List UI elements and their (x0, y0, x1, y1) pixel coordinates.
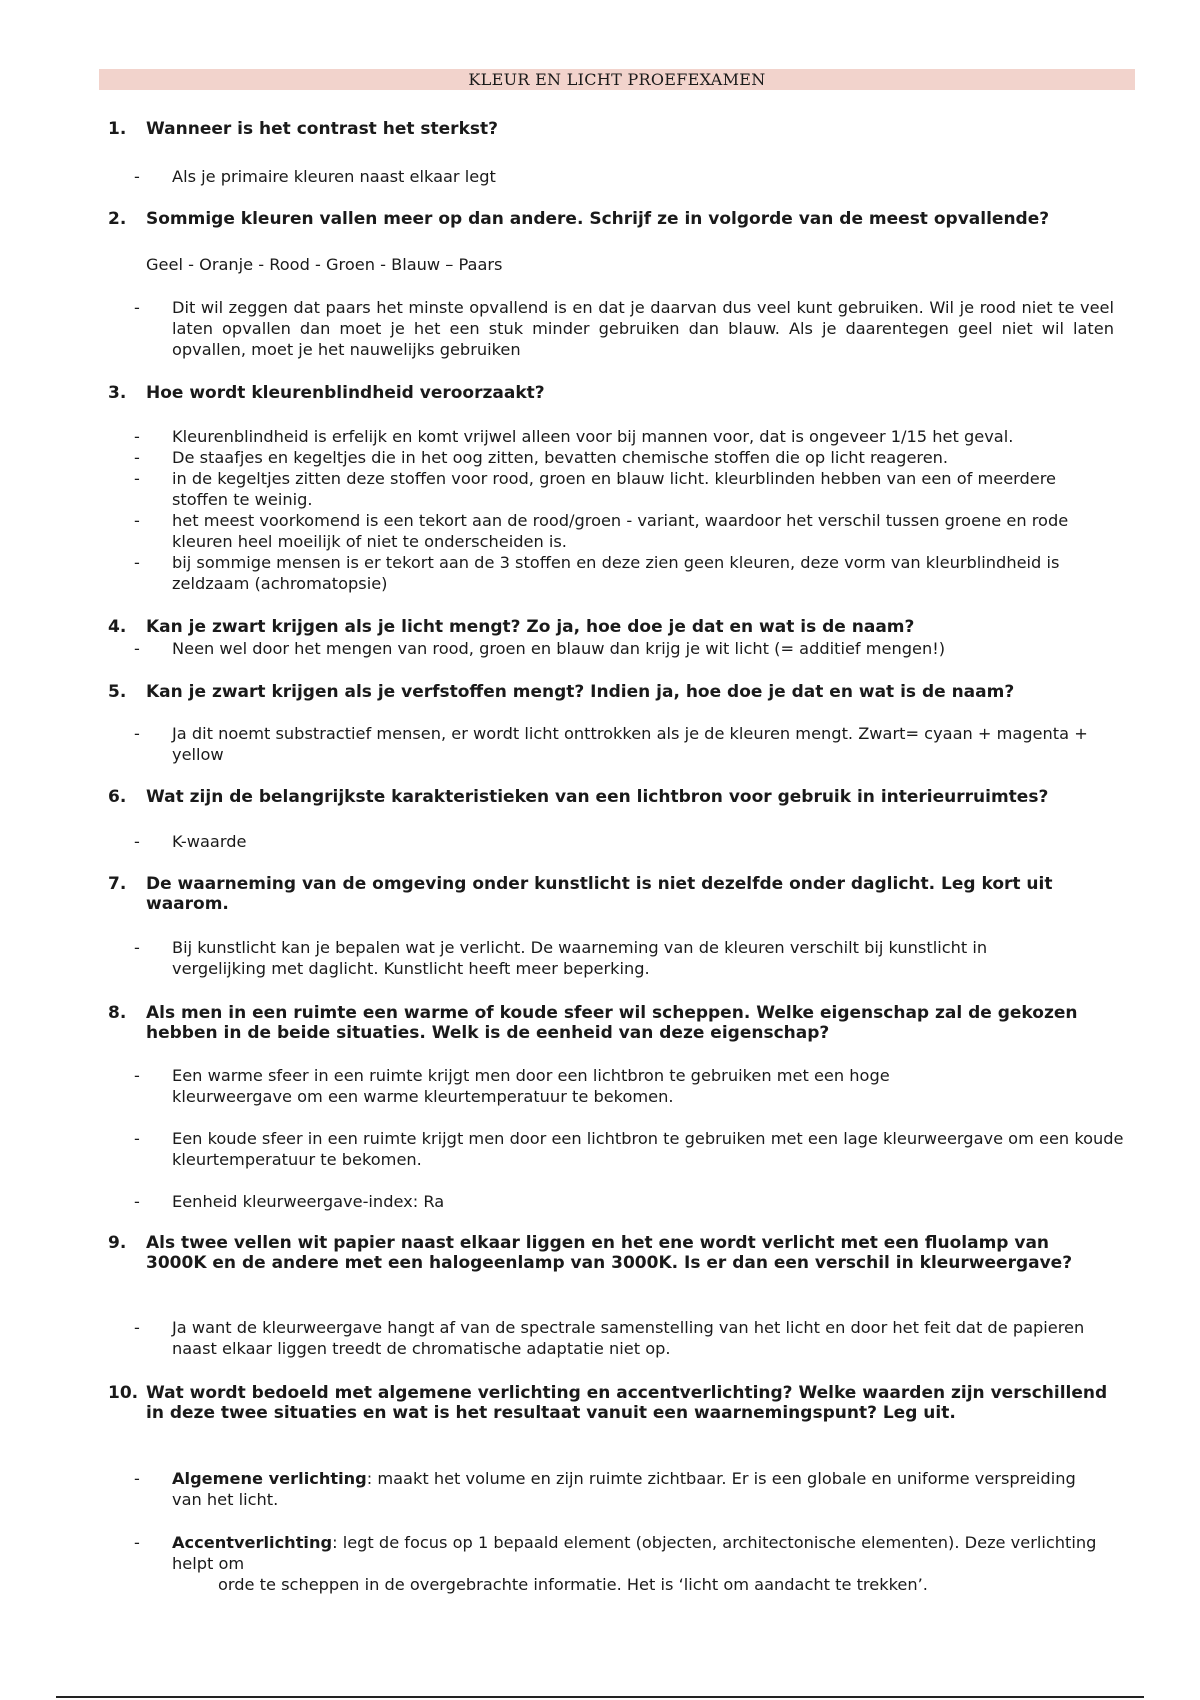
bullet-dash: - (134, 724, 140, 743)
bullet-dash: - (134, 427, 140, 446)
answer-item: - Bij kunstlicht kan je bepalen wat je verlicht. De waarneming van de kleuren verschilt bij kunstlicht in vergelijking met daglicht. Kunstlicht heeft meer beperking. (134, 938, 988, 978)
answer-item: - De staafjes en kegeltjes die in het oog zitten, bevatten chemische stoffen die op licht reageren. (134, 448, 949, 467)
question-text: Kan je zwart krijgen als je verfstoffen mengt? Indien ja, hoe doe je dat en wat is de naam? (146, 682, 1015, 702)
question-text: Als men in een ruimte een warme of koude sfeer wil scheppen. Welke eigenschap zal de gekozen hebben in de beide situaties. Welk is de eenheid van deze eigenschap? (146, 1003, 1078, 1043)
answer-item: - Een warme sfeer in een ruimte krijgt men door een lichtbron te gebruiken met een hoge kleurweergave om een warme kleurtemperatuur te bekomen. (134, 1066, 890, 1106)
color-order-line: Geel - Oranje - Rood - Groen - Blauw – Paars (146, 255, 503, 274)
question-text: Wat zijn de belangrijkste karakteristieken van een lichtbron voor gebruik in interieurruimtes? (146, 787, 1049, 807)
question-6 (108, 787, 1123, 807)
question-7 (108, 874, 1123, 914)
question-2 (108, 209, 1123, 229)
bullet-dash: - (134, 832, 140, 851)
question-number: 3. (108, 383, 127, 403)
answer-item: - Accentverlichting: legt de focus op 1 bepaald element (objecten, architectonische elementen). Deze verlichting helpt om (134, 1533, 1097, 1573)
bullet-dash: - (134, 167, 140, 186)
question-text: Als twee vellen wit papier naast elkaar liggen en het ene wordt verlicht met een fluolamp van 3000K en de andere met een halogeenlamp van 3000K. Is er dan een verschil in kleurweergave? (146, 1233, 1073, 1273)
answer-item: - K-waarde (134, 832, 247, 851)
question-text: Wat wordt bedoeld met algemene verlichting en accentverlichting? Welke waarden zijn verschillend in deze twee situaties en wat is het resultaat vanuit een waarnemingspunt? Leg uit. (146, 1383, 1108, 1423)
question-number: 5. (108, 682, 127, 702)
question-text: Sommige kleuren vallen meer op dan andere. Schrijf ze in volgorde van de meest opvallende? (146, 209, 1050, 229)
answer-item: - Dit wil zeggen dat paars het minste opvallend is en dat je daarvan dus veel kunt gebruiken. Wil je rood niet te veel laten opvallen dan moet je het een stuk minder gebruiken dan blauw. Als je daarentegen geel niet wil laten opvallen, moet je het nauwelijks gebruiken (134, 298, 1114, 359)
answer-item: - het meest voorkomend is een tekort aan de rood/groen - variant, waardoor het verschil tussen groene en rode kleuren heel moeilijk of niet te onderscheiden is. (134, 511, 1069, 551)
answer-continuation: orde te scheppen in de overgebrachte informatie. Het is ‘licht om aandacht te trekken’. (218, 1575, 928, 1594)
answer-item: - in de kegeltjes zitten deze stoffen voor rood, groen en blauw licht. kleurblinden hebben van een of meerdere stoffen te weinig. (134, 469, 1057, 509)
question-number: 8. (108, 1003, 127, 1023)
question-number: 9. (108, 1233, 127, 1253)
term-algemene-verlichting: Algemene verlichting (172, 1469, 367, 1488)
bullet-dash: - (134, 553, 140, 572)
answer-item: - Kleurenblindheid is erfelijk en komt vrijwel alleen voor bij mannen voor, dat is ongeveer 1/15 het geval. (134, 427, 1014, 446)
question-number: 2. (108, 209, 127, 229)
term-accentverlichting: Accentverlichting (172, 1533, 333, 1552)
answer-item: - Als je primaire kleuren naast elkaar legt (134, 167, 496, 186)
question-text: Hoe wordt kleurenblindheid veroorzaakt? (146, 383, 545, 403)
bullet-dash: - (134, 1129, 140, 1148)
bullet-dash: - (134, 1318, 140, 1337)
footer-divider (56, 1696, 1144, 1698)
bullet-dash: - (134, 1066, 140, 1085)
question-1 (108, 119, 1123, 139)
answer-item: - Eenheid kleurweergave-index: Ra (134, 1192, 445, 1211)
question-number: 4. (108, 617, 127, 637)
bullet-dash: - (134, 298, 140, 317)
question-number: 7. (108, 874, 127, 894)
question-number: 10. (108, 1383, 139, 1403)
answer-item: - Neen wel door het mengen van rood, groen en blauw dan krijg je wit licht (= additief mengen!) (134, 639, 946, 658)
question-10 (108, 1383, 1108, 1423)
question-5 (108, 682, 1123, 702)
answer-item: - Een koude sfeer in een ruimte krijgt men door een lichtbron te gebruiken met een lage kleurweergave om een koude kleurtemperatuur te bekomen. (134, 1129, 1124, 1169)
bullet-dash: - (134, 1192, 140, 1211)
bullet-dash: - (134, 1533, 140, 1552)
question-3 (108, 383, 1123, 403)
page-title: KLEUR EN LICHT PROEFEXAMEN (99, 69, 1135, 90)
question-9 (108, 1233, 1088, 1273)
answer-item: - Ja want de kleurweergave hangt af van de spectrale samenstelling van het licht en door het feit dat de papieren naast elkaar liggen treedt de chromatische adaptatie niet op. (134, 1318, 1085, 1358)
question-text: De waarneming van de omgeving onder kunstlicht is niet dezelfde onder daglicht. Leg kort uit waarom. (146, 874, 1053, 914)
answer-item: - Ja dit noemt substractief mensen, er wordt licht onttrokken als je de kleuren mengt. Zwart= cyaan + magenta + yellow (134, 724, 1088, 764)
question-number: 1. (108, 119, 127, 139)
question-4 (108, 617, 1123, 637)
bullet-dash: - (134, 469, 140, 488)
answer-item: - bij sommige mensen is er tekort aan de 3 stoffen en deze zien geen kleuren, deze vorm van kleurblindheid is zeldzaam (achromatopsie) (134, 553, 1060, 593)
bullet-dash: - (134, 1469, 140, 1488)
bullet-dash: - (134, 448, 140, 467)
question-text: Kan je zwart krijgen als je licht mengt? Zo ja, hoe doe je dat en wat is de naam? (146, 617, 915, 637)
answer-item: - Algemene verlichting: maakt het volume en zijn ruimte zichtbaar. Er is een globale en uniforme verspreiding van het licht. (134, 1469, 1076, 1509)
bullet-dash: - (134, 511, 140, 530)
question-8 (108, 1003, 1123, 1043)
question-number: 6. (108, 787, 127, 807)
bullet-dash: - (134, 938, 140, 957)
question-text: Wanneer is het contrast het sterkst? (146, 119, 498, 139)
bullet-dash: - (134, 639, 140, 658)
